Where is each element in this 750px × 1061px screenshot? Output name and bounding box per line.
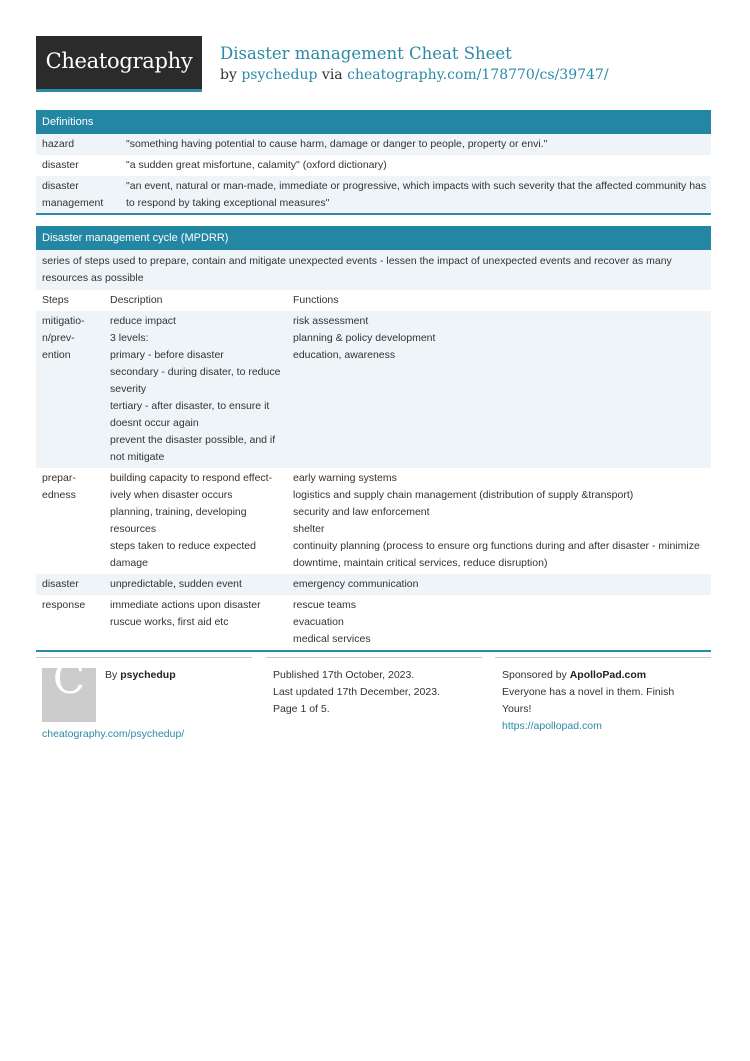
byline [220,67,609,83]
section-heading: Disaster management cycle (MPDRR) [36,226,711,250]
definitions-section [36,110,711,215]
page-footer [36,654,711,757]
author-profile-link[interactable]: cheatography.com/psychedup/ [42,728,185,740]
section-intro: series of steps used to prepare, contain and mitigate unexpected events - lessen the impact of unexpected events and recover as many resources as possible [36,250,711,290]
footer-by-label: By [105,669,118,681]
description-cell: reduce impact 3 levels: primary - before disaster secondary - during disater, to reduce severity tertiary - after disaster, to ensure it doesnt occur again prevent the disaster possible, and if not mitigate [110,315,281,463]
column-header-description: Description [110,294,163,306]
definition-row [36,134,711,155]
definition-term: hazard [42,138,75,150]
footer-author-byline [105,667,176,684]
by-label: by [220,67,237,83]
via-label: via [321,67,343,83]
sponsor-text-line: Yours! [502,703,532,715]
step-cell: mitigatio- n/prev- ention [42,315,85,361]
page-header [36,36,716,94]
logo-text: Cheatography [45,49,193,73]
mpdrr-section [36,226,711,652]
author-avatar[interactable] [42,654,96,722]
step-cell: disaster [42,578,79,590]
column-header-functions: Functions [293,294,339,306]
sponsor-text-line: Everyone has a novel in them. Finish [502,686,675,698]
step-cell: response [42,599,86,611]
column-header-steps: Steps [42,294,69,306]
functions-cell: risk assessment planning & policy development education, awareness [293,315,436,361]
definition-text: "an event, natural or man-made, immediate or progressive, which impacts with such severity that the affected community has to respond by taking exceptional measures" [126,180,707,209]
updated-date: Last updated 17th December, 2023. [273,686,440,698]
avatar-letter: C [52,654,86,703]
table-header-row [36,290,711,311]
footer-author-name[interactable]: psychedup [120,669,176,681]
functions-cell: rescue teams evacuation medical services [293,599,371,645]
sponsor-name[interactable]: ApolloPad.com [569,669,647,681]
sponsored-by-label: Sponsored by [502,669,567,681]
definition-text: "a sudden great misfortune, calamity" (oxford dictionary) [126,159,387,171]
cheatography-logo[interactable] [36,36,202,92]
author-link[interactable]: psychedup [241,67,318,83]
definition-row [36,155,711,176]
functions-cell: early warning systems logistics and supply chain management (distribution of supply &transport) security and law enforcement shelter continuity planning (process to ensure org functions during and after disaster - minimize downtime, maintain critical services, reduce disruption) [293,472,700,569]
table-row [36,468,711,574]
definition-term: disaster management [42,180,104,209]
definition-row [36,176,711,213]
published-date: Published 17th October, 2023. [273,669,415,681]
definition-term: disaster [42,159,79,171]
section-heading: Definitions [36,110,711,134]
sheet-url-link[interactable]: cheatography.com/178770/cs/39747/ [347,67,609,83]
definition-text: "something having potential to cause harm, damage or danger to people, property or envi." [126,138,548,150]
table-row [36,595,711,650]
description-cell: building capacity to respond effect- ively when disaster occurs planning, training, developing resources steps taken to reduce expected damage [110,472,273,569]
footer-publish-column [266,657,482,758]
page-number: Page 1 of 5. [273,703,330,715]
description-cell: immediate actions upon disaster ruscue works, first aid etc [110,599,261,628]
description-cell: unpredictable, sudden event [110,578,242,590]
footer-sponsor-column [495,657,711,758]
table-row [36,311,711,468]
functions-cell: emergency communication [293,578,419,590]
page-title: Disaster management Cheat Sheet [220,44,512,63]
sponsor-link[interactable]: https://apollopad.com [502,720,602,732]
table-row [36,574,711,595]
step-cell: prepar- edness [42,472,76,501]
footer-author-column [36,654,252,758]
